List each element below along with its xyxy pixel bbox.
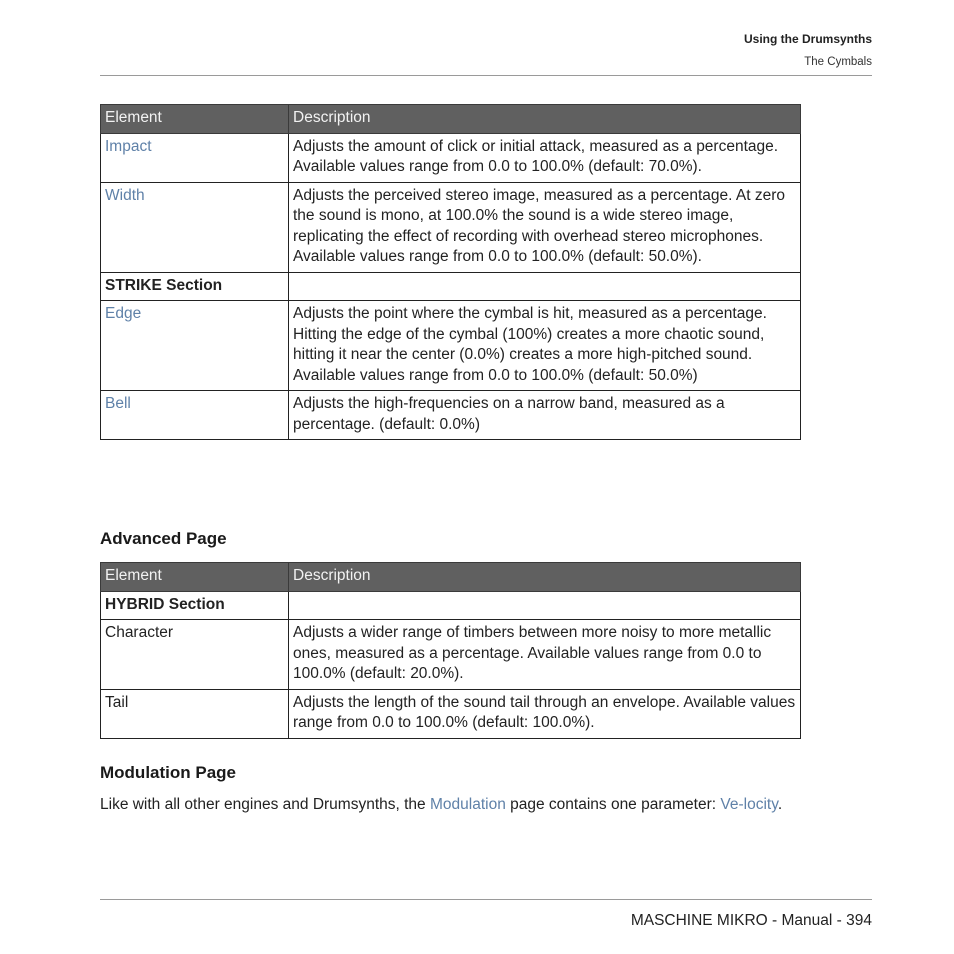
description-cell xyxy=(289,272,801,301)
description-cell: Adjusts the perceived stereo image, measured as a percentage. At zero the sound is mono, at 100.0% the sound is a wide stereo image, replicating the effect of recording with overhead stereo microphones. Available values range from 0.0 to 100.0% (default: 50.0%). xyxy=(289,182,801,272)
page-footer: MASCHINE MIKRO - Manual - 394 xyxy=(630,912,872,929)
element-link-edge[interactable]: Edge xyxy=(101,301,289,391)
table-header-row xyxy=(101,563,801,592)
advanced-parameters-table xyxy=(100,562,801,739)
header-rule xyxy=(100,75,872,76)
velocity-link[interactable]: Ve-locity xyxy=(720,796,778,813)
footer-rule xyxy=(100,899,872,900)
table-row xyxy=(101,391,801,440)
table-row xyxy=(101,689,801,738)
table-row xyxy=(101,301,801,391)
paragraph-text: page contains one parameter: xyxy=(505,796,721,813)
table-header-row xyxy=(101,105,801,134)
description-cell: Adjusts the length of the sound tail through an envelope. Available values range from 0.0 to 100.0% (default: 100.0%). xyxy=(289,689,801,738)
column-header-description: Description xyxy=(289,105,801,134)
paragraph-text: . xyxy=(777,796,783,813)
modulation-link[interactable]: Modulation xyxy=(429,796,506,813)
section-row xyxy=(101,591,801,620)
table-row xyxy=(101,182,801,272)
advanced-page-heading: Advanced Page xyxy=(100,529,227,548)
description-cell: Adjusts a wider range of timbers between more noisy to more metallic ones, measured as a percentage. Available values range from 0.0 to 100.0% (default: 20.0%). xyxy=(289,620,801,690)
table-row xyxy=(101,620,801,690)
paragraph-text: Like with all other engines and Drumsynths, the xyxy=(100,796,430,813)
section-label-hybrid: HYBRID Section xyxy=(101,591,289,620)
element-name-tail: Tail xyxy=(101,689,289,738)
column-header-element: Element xyxy=(101,105,289,134)
column-header-description: Description xyxy=(289,563,801,592)
element-link-width[interactable]: Width xyxy=(101,182,289,272)
table-row xyxy=(101,133,801,182)
section-label-strike: STRIKE Section xyxy=(101,272,289,301)
running-header-subtitle: The Cymbals xyxy=(804,56,872,68)
element-link-bell[interactable]: Bell xyxy=(101,391,289,440)
cymbal-parameters-table xyxy=(100,104,801,440)
element-link-impact[interactable]: Impact xyxy=(101,133,289,182)
description-cell: Adjusts the point where the cymbal is hit, measured as a percentage. Hitting the edge of the cymbal (100%) creates a more chaotic sound, hitting it near the center (0.0%) creates a more high-pitched sound. Available values range from 0.0 to 100.0% (default: 50.0%) xyxy=(289,301,801,391)
section-row xyxy=(101,272,801,301)
description-cell: Adjusts the amount of click or initial attack, measured as a percentage. Available values range from 0.0 to 100.0% (default: 70.0%). xyxy=(289,133,801,182)
description-cell: Adjusts the high-frequencies on a narrow band, measured as a percentage. (default: 0.0%) xyxy=(289,391,801,440)
running-header-title: Using the Drumsynths xyxy=(743,32,872,46)
modulation-paragraph xyxy=(100,795,800,816)
element-name-character: Character xyxy=(101,620,289,690)
column-header-element: Element xyxy=(101,563,289,592)
description-cell xyxy=(289,591,801,620)
modulation-page-heading: Modulation Page xyxy=(100,763,236,782)
